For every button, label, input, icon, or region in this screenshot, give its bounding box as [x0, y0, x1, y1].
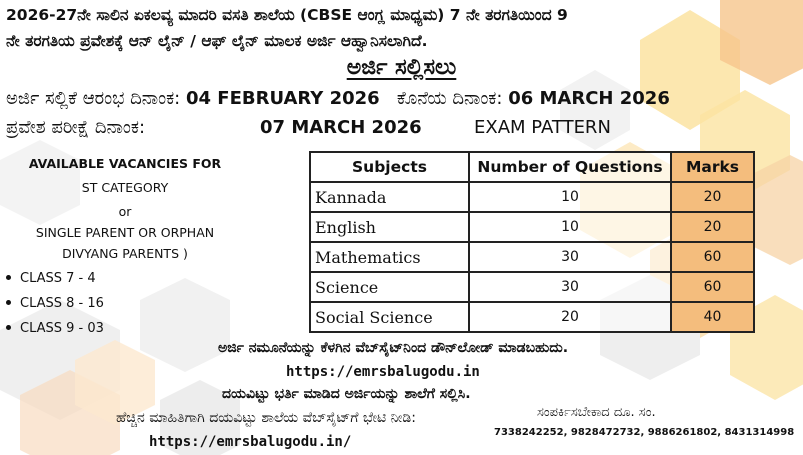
marks-cell: 20 — [671, 212, 754, 242]
list-item: CLASS 8 - 16 — [6, 291, 104, 316]
subject-cell: Science — [310, 272, 469, 302]
contact-phone-numbers: 7338242252, 9828472732, 9886261802, 8431314998 — [494, 427, 795, 438]
list-item: CLASS 9 - 03 — [6, 316, 104, 341]
table-row — [310, 182, 754, 212]
contact-label: ಸಂಪರ್ಕಿಸಬೇಕಾದ ದೂ. ಸಂ. — [537, 405, 656, 420]
exam-date-line — [6, 117, 706, 138]
bullet-icon — [6, 300, 11, 305]
application-dates — [6, 88, 670, 109]
vacancies-line-1: ST CATEGORY — [81, 180, 169, 195]
table-row — [310, 272, 754, 302]
exam-pattern-label: EXAM PATTERN — [474, 117, 611, 138]
header-marks: Marks — [671, 152, 754, 182]
end-date-label: ಕೊನೆಯ ದಿನಾಂಕ: — [396, 88, 509, 109]
table-row — [310, 242, 754, 272]
marks-cell: 60 — [671, 272, 754, 302]
exam-date-label: ಪ್ರವೇಶ ಪರೀಕ್ಷೆ ದಿನಾಂಕ: — [6, 117, 146, 138]
questions-cell: 30 — [469, 272, 671, 302]
marks-cell: 20 — [671, 182, 754, 212]
headline-line-2: ನೇ ತರಗತಿಯ ಪ್ರವೇಶಕ್ಕೆ ಆನ್ ಲೈನ್ / ಆಫ್ ಲೈನ್ ಮಾಲಕ ಅರ್ಜಿ ಆಹ್ವಾನಿಸಲಾಗಿದೆ. — [6, 32, 428, 50]
headline-line-1: 2026-27ನೇ ಸಾಲಿನ ಏಕಲವ್ಯ ಮಾದರಿ ವಸತಿ ಶಾಲೆಯ (CBSE ಆಂಗ್ಲ ಮಾಧ್ಯಮ) 7 ನೇ ತರಗತಿಯಿಂದ 9 — [6, 6, 568, 24]
table-header-row — [310, 152, 754, 182]
table-row — [310, 302, 754, 332]
vacancy-list — [6, 266, 104, 341]
vacancies-line-4: DIVYANG PARENTS ) — [62, 246, 188, 261]
website-link-footer[interactable]: https://emrsbalugodu.in/ — [149, 434, 352, 450]
start-date-value: 04 FEBRUARY 2026 — [185, 88, 380, 109]
header-questions: Number of Questions — [469, 152, 671, 182]
website-link[interactable]: https://emrsbalugodu.in — [286, 364, 480, 380]
announcement-headline — [6, 2, 796, 54]
bullet-icon — [6, 275, 11, 280]
questions-cell: 20 — [469, 302, 671, 332]
subject-cell: Kannada — [310, 182, 469, 212]
vacancies-line-2: or — [118, 204, 132, 219]
vacancies-title: AVAILABLE VACANCIES FOR — [28, 156, 222, 171]
download-note: ಅರ್ಜಿ ನಮೂನೆಯನ್ನು ಕೆಳಗಿನ ವೆಬ್‌ಸೈಟ್‌ನಿಂದ ಡೌನ್‌ಲೋಡ್ ಮಾಡಬಹುದು. — [218, 340, 569, 356]
header-subjects: Subjects — [310, 152, 469, 182]
subject-cell: Social Science — [310, 302, 469, 332]
exam-pattern-table — [309, 151, 755, 333]
submit-note: ದಯವಿಟ್ಟು ಭರ್ತಿ ಮಾಡಿದ ಅರ್ಜಿಯನ್ನು ಶಾಲೆಗೆ ಸಲ್ಲಿಸಿ. — [222, 386, 471, 402]
questions-cell: 30 — [469, 242, 671, 272]
bullet-icon — [6, 325, 11, 330]
marks-cell: 40 — [671, 302, 754, 332]
end-date-value: 06 MARCH 2026 — [508, 88, 670, 109]
questions-cell: 10 — [469, 212, 671, 242]
questions-cell: 10 — [469, 182, 671, 212]
subject-cell: Mathematics — [310, 242, 469, 272]
start-date-label: ಅರ್ಜಿ ಸಲ್ಲಿಕೆ ಆರಂಭ ದಿನಾಂಕ: — [6, 88, 186, 109]
subject-cell: English — [310, 212, 469, 242]
list-item: CLASS 7 - 4 — [6, 266, 104, 291]
exam-date-value: 07 MARCH 2026 — [260, 117, 422, 138]
vacancies-line-3: SINGLE PARENT OR ORPHAN — [35, 225, 215, 240]
table-row — [310, 212, 754, 242]
apply-heading: ಅರ್ಜಿ ಸಲ್ಲಿಸಲು — [346, 55, 457, 80]
marks-cell: 60 — [671, 242, 754, 272]
visit-website-note: ಹೆಚ್ಚಿನ ಮಾಹಿತಿಗಾಗಿ ದಯವಿಟ್ಟು ಶಾಲೆಯ ವೆಬ್‌ಸೈಟ್‌ಗೆ ಭೇಟಿ ನೀಡಿ: — [116, 410, 416, 426]
